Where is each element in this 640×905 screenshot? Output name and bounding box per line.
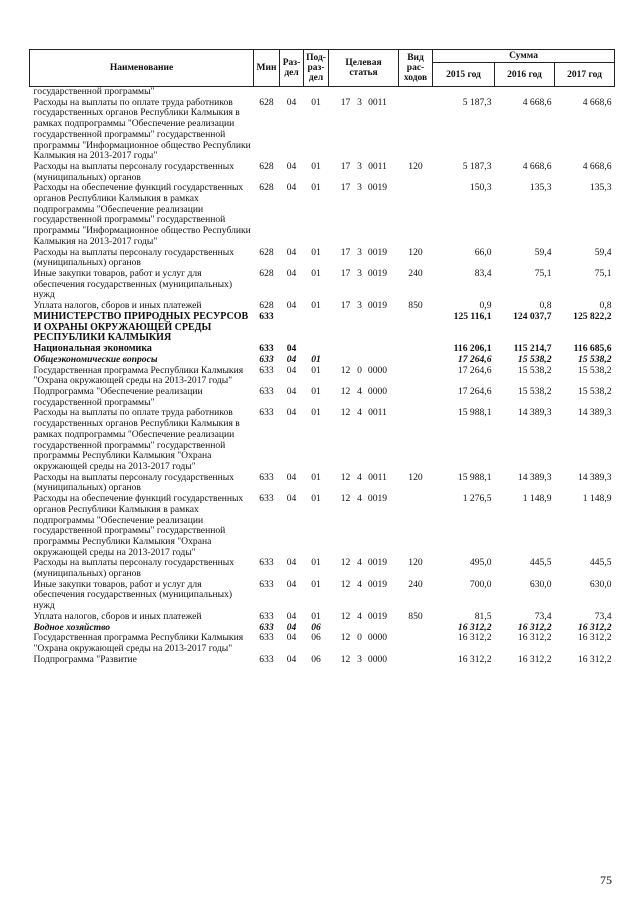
- row-razdel: 04: [286, 407, 297, 419]
- row-podrazdel: 06: [311, 632, 321, 644]
- target-part-1: 17: [340, 267, 351, 279]
- row-razdel: 04: [286, 353, 297, 365]
- row-name: Расходы на выплаты по оплате труда работников государственных органов Республики Калмыкия в рамках подпрограммы "Обеспечение реализации государственной программы" государственной программы Республики Калмыкия "Охрана окружающей среды на 2013-2017 годы": [33, 407, 240, 472]
- row-vid: 850: [408, 300, 423, 312]
- row-name: Национальная экономика: [33, 343, 152, 355]
- row-sum-2016: 16 312,2: [517, 621, 552, 633]
- target-part-3: 0000: [367, 364, 388, 376]
- target-part-1: 12: [340, 610, 351, 622]
- row-podrazdel: 01: [311, 364, 321, 376]
- row-min: 633: [259, 493, 274, 505]
- row-target: [329, 623, 399, 634]
- target-part-2: 3: [357, 182, 362, 194]
- table-row: [30, 655, 615, 666]
- row-sum-2017: 116 685,6: [573, 343, 612, 355]
- row-sum-2016: 15 538,2: [517, 364, 552, 376]
- row-razdel: 04: [286, 182, 297, 194]
- row-sum-2016: 0,8: [539, 300, 552, 312]
- row-target: [329, 301, 399, 312]
- row-min: 633: [259, 364, 274, 376]
- row-sum-2016: 115 214,7: [513, 343, 552, 355]
- row-name: МИНИСТЕРСТВО ПРИРОДНЫХ РЕСУРСОВ И ОХРАНЫ ОКРУЖАЮЩЕЙ СРЕДЫ РЕСПУБЛИКИ КАЛМЫКИЯ: [33, 310, 249, 344]
- row-sum-2017: 14 389,3: [577, 471, 612, 483]
- row-sum-2015: 0,9: [479, 300, 492, 312]
- row-razdel: 04: [286, 160, 297, 172]
- target-part-1: 12: [340, 364, 351, 376]
- table-row: [30, 162, 615, 183]
- row-vid: 240: [408, 267, 423, 279]
- row-sum-2016: 15 538,2: [517, 353, 552, 365]
- row-sum-2016: 59,4: [534, 246, 552, 258]
- row-vid: 120: [408, 160, 423, 172]
- target-part-2: 4: [357, 557, 362, 569]
- table-row: [30, 580, 615, 612]
- row-vid: [399, 494, 433, 558]
- target-part-3: 0000: [367, 386, 388, 398]
- row-podrazdel: 01: [311, 246, 321, 258]
- row-sum-2015: 1 276,5: [462, 493, 492, 505]
- row-name: Иные закупки товаров, работ и услуг для обеспечения государственных (муниципальных) нужд: [33, 267, 233, 301]
- row-sum-2016: 14 389,3: [517, 407, 552, 419]
- row-name: Государственная программа Республики Калмыкия "Охрана окружающей среды на 2013-2017 годы": [33, 364, 244, 387]
- row-sum-2017: 1 148,9: [582, 493, 612, 505]
- row-vid: 240: [408, 578, 423, 590]
- row-podrazdel: 01: [311, 96, 321, 108]
- target-part-2: 0: [357, 364, 362, 376]
- target-part-3: 0019: [367, 246, 388, 258]
- row-razdel: 04: [286, 557, 297, 569]
- table-row: [30, 387, 615, 408]
- row-sum-2015: 66,0: [474, 246, 492, 258]
- row-podrazdel: 01: [311, 386, 321, 398]
- row-sum-2015: 5 187,3: [462, 160, 492, 172]
- row-razdel: 04: [286, 653, 297, 665]
- row-sum-2015: 83,4: [474, 267, 492, 279]
- row-sum-2017: 75,1: [594, 267, 612, 279]
- target-part-1: 17: [340, 96, 351, 108]
- row-sum-2015: 81,5: [474, 610, 492, 622]
- target-part-2: 4: [357, 578, 362, 590]
- target-part-1: 17: [340, 160, 351, 172]
- target-part-2: 3: [357, 267, 362, 279]
- target-part-3: 0011: [368, 471, 387, 483]
- row-min: 633: [259, 343, 274, 355]
- row-vid: 120: [408, 471, 423, 483]
- target-part-2: 4: [357, 407, 362, 419]
- row-sum-2016: 75,1: [534, 267, 552, 279]
- row-sum-2017: 125 822,2: [573, 310, 612, 322]
- target-part-1: 12: [340, 407, 351, 419]
- row-name: Общеэкономические вопросы: [33, 353, 158, 365]
- row-target: [329, 408, 399, 472]
- budget-table-sheet: [29, 49, 614, 665]
- row-target: [329, 312, 399, 344]
- table-row: [30, 408, 615, 472]
- row-min: 633: [259, 386, 274, 398]
- row-sum-2015: 16 312,2: [457, 653, 492, 665]
- row-name: Подпрограмма "Развитие: [33, 653, 137, 665]
- row-sum-2017: 15 538,2: [577, 364, 612, 376]
- row-sum-2017: 15 538,2: [577, 353, 612, 365]
- table-row: [30, 366, 615, 387]
- row-sum-2017: 135,3: [589, 182, 612, 194]
- row-sum-2017: 59,4: [594, 246, 612, 258]
- row-podrazdel: [304, 312, 329, 344]
- row-sum-2015: 125 116,1: [453, 310, 492, 322]
- row-vid: [399, 87, 433, 98]
- row-target: [329, 473, 399, 494]
- target-part-1: 12: [340, 653, 351, 665]
- target-part-2: 3: [357, 160, 362, 172]
- row-sum-2016: 16 312,2: [517, 653, 552, 665]
- row-razdel: 04: [286, 578, 297, 590]
- row-target: [329, 183, 399, 247]
- table-row: [30, 98, 615, 162]
- row-name: Иные закупки товаров, работ и услуг для обеспечения государственных (муниципальных) нужд: [33, 578, 233, 612]
- budget-table: [29, 49, 615, 665]
- row-sum-2016: 15 538,2: [517, 386, 552, 398]
- row-podrazdel: 01: [311, 300, 321, 312]
- row-min: 633: [259, 653, 274, 665]
- table-row: [30, 312, 615, 344]
- row-podrazdel: 01: [311, 610, 321, 622]
- row-razdel: 04: [286, 300, 297, 312]
- row-target: [329, 494, 399, 558]
- table-row: [30, 494, 615, 558]
- row-sum-2016: 135,3: [529, 182, 552, 194]
- row-sum-2015: 15 988,1: [457, 471, 492, 483]
- target-part-1: 12: [340, 493, 351, 505]
- table-row: [30, 612, 615, 623]
- target-part-2: 3: [357, 96, 362, 108]
- row-sum-2017: 445,5: [589, 557, 612, 569]
- target-part-2: 4: [357, 610, 362, 622]
- row-min: 633: [259, 578, 274, 590]
- target-part-1: 12: [340, 386, 351, 398]
- row-vid: [399, 366, 433, 387]
- row-razdel: 04: [286, 246, 297, 258]
- row-min: 628: [259, 246, 274, 258]
- row-sum-2017: 0,8: [599, 300, 612, 312]
- row-podrazdel: 06: [311, 653, 321, 665]
- row-razdel: 04: [286, 471, 297, 483]
- target-part-3: 0019: [367, 557, 388, 569]
- row-sum-2015: 16 312,2: [457, 632, 492, 644]
- row-podrazdel: 01: [311, 182, 321, 194]
- row-sum-2015: 16 312,2: [457, 621, 492, 633]
- target-part-3: 0011: [368, 160, 387, 172]
- row-sum-2015: 17 264,6: [457, 364, 492, 376]
- row-sum-2016: 124 037,7: [513, 310, 552, 322]
- row-vid: [399, 655, 433, 666]
- row-razdel: 04: [286, 96, 297, 108]
- header-min: Мин: [254, 50, 280, 87]
- row-min: 628: [259, 300, 274, 312]
- target-part-1: 17: [340, 300, 351, 312]
- row-sum-2015: 17 264,6: [457, 386, 492, 398]
- row-sum-2017: 16 312,2: [577, 653, 612, 665]
- row-target: [329, 655, 399, 666]
- row-sum-2016: 445,5: [529, 557, 552, 569]
- header-summa: Сумма: [433, 50, 615, 63]
- row-sum-2016: 1 148,9: [522, 493, 552, 505]
- target-part-2: 4: [357, 471, 362, 483]
- row-sum-2016: 73,4: [534, 610, 552, 622]
- target-part-2: 3: [357, 246, 362, 258]
- row-name: государственной программы": [33, 86, 155, 97]
- target-part-1: 12: [340, 471, 351, 483]
- target-part-1: 12: [340, 557, 351, 569]
- row-sum-2015: 15 988,1: [457, 407, 492, 419]
- row-sum-2017: 630,0: [589, 578, 612, 590]
- row-vid: [399, 312, 433, 344]
- row-name: Уплата налогов, сборов и иных платежей: [33, 610, 202, 622]
- table-row: [30, 248, 615, 269]
- row-min: 628: [259, 160, 274, 172]
- target-part-1: 12: [340, 578, 351, 590]
- row-vid: [399, 408, 433, 472]
- row-target: [329, 366, 399, 387]
- row-min: 633: [259, 310, 274, 322]
- header-2016: 2016 год: [495, 63, 555, 87]
- row-vid: [399, 623, 433, 634]
- row-razdel: 04: [286, 343, 297, 355]
- row-vid: [399, 633, 433, 654]
- row-target: [329, 269, 399, 301]
- row-target: [329, 248, 399, 269]
- row-sum-2017: 4 668,6: [582, 96, 612, 108]
- row-min: 628: [259, 96, 274, 108]
- target-part-3: 0019: [367, 578, 388, 590]
- target-part-1: 17: [340, 182, 351, 194]
- row-podrazdel: 01: [311, 267, 321, 279]
- table-row: [30, 558, 615, 579]
- row-vid: [399, 98, 433, 162]
- target-part-2: 4: [357, 386, 362, 398]
- target-part-1: 12: [340, 632, 351, 644]
- row-razdel: [280, 312, 304, 344]
- row-min: 633: [259, 471, 274, 483]
- row-target: [329, 612, 399, 623]
- row-target: [329, 387, 399, 408]
- row-target: [329, 355, 399, 366]
- header-target: Целевая статья: [329, 50, 399, 87]
- row-sum-2017: 73,4: [594, 610, 612, 622]
- row-min: 633: [259, 353, 274, 365]
- row-sum-2015: 5 187,3: [462, 96, 492, 108]
- row-name: Расходы на выплаты персоналу государственных (муниципальных) органов: [33, 557, 235, 580]
- row-razdel: 04: [286, 267, 297, 279]
- row-min: 633: [259, 557, 274, 569]
- target-part-3: 0019: [367, 493, 388, 505]
- table-row: [30, 473, 615, 494]
- target-part-2: 3: [357, 300, 362, 312]
- target-part-1: 17: [340, 246, 351, 258]
- row-sum-2016: 16 312,2: [517, 632, 552, 644]
- row-vid: 120: [408, 246, 423, 258]
- row-target: [329, 558, 399, 579]
- row-min: 633: [259, 610, 274, 622]
- row-sum-2016: 4 668,6: [522, 160, 552, 172]
- row-name: Расходы на обеспечение функций государственных органов Республики Калмыкия в рамках подпрограммы "Обеспечение реализации государственной программы" государственной программы "Информационное общество Республики Калмыкия на 2013-2017 годы": [33, 182, 251, 247]
- row-min: 628: [259, 267, 274, 279]
- row-name: Расходы на выплаты персоналу государственных (муниципальных) органов: [33, 246, 235, 269]
- row-podrazdel: 01: [311, 557, 321, 569]
- target-part-3: 0019: [367, 610, 388, 622]
- row-vid: [399, 387, 433, 408]
- row-min: 633: [259, 407, 274, 419]
- row-min: 633: [259, 632, 274, 644]
- target-part-3: 0019: [367, 267, 388, 279]
- row-min: 628: [259, 182, 274, 194]
- row-sum-2015: 700,0: [469, 578, 492, 590]
- header-name: Наименование: [30, 50, 254, 87]
- row-name: Расходы на выплаты по оплате труда работников государственных органов Республики Калмыкия в рамках подпрограммы "Обеспечение реализации государственной программы" государственной программы "Информационное общество Республики Калмыкия на 2013-2017 годы": [33, 96, 251, 162]
- row-target: [329, 633, 399, 654]
- header-2015: 2015 год: [433, 63, 495, 87]
- row-razdel: 04: [286, 364, 297, 376]
- target-part-3: 0000: [367, 632, 388, 644]
- row-razdel: 04: [286, 610, 297, 622]
- page-number: 75: [600, 873, 612, 887]
- target-part-3: 0019: [367, 182, 388, 194]
- row-name: Расходы на выплаты персоналу государственных (муниципальных) органов: [33, 471, 235, 494]
- row-vid: [399, 183, 433, 247]
- row-sum-2017: 16 312,2: [577, 621, 612, 633]
- row-sum-2015: 17 264,6: [457, 353, 492, 365]
- row-podrazdel: 01: [311, 407, 321, 419]
- header-podrazdel: Под- раз- дел: [304, 50, 329, 87]
- target-part-3: 0000: [367, 653, 388, 665]
- row-vid: [399, 355, 433, 366]
- row-sum-2016: 4 668,6: [522, 96, 552, 108]
- row-podrazdel: 01: [311, 471, 321, 483]
- row-razdel: 04: [286, 632, 297, 644]
- row-sum-2016: 14 389,3: [517, 471, 552, 483]
- row-sum-2017: 14 389,3: [577, 407, 612, 419]
- table-row: [30, 183, 615, 247]
- table-row: [30, 269, 615, 301]
- header-vid: Вид рас- ходов: [399, 50, 433, 87]
- row-name: Водное хозяйство: [33, 621, 111, 633]
- row-razdel: 04: [286, 493, 297, 505]
- table-header: [30, 50, 615, 87]
- row-sum-2016: 630,0: [529, 578, 552, 590]
- row-target: [329, 344, 399, 355]
- row-podrazdel: 01: [311, 578, 321, 590]
- row-vid: [399, 344, 433, 355]
- target-part-2: 4: [357, 493, 362, 505]
- row-razdel: 04: [286, 621, 297, 633]
- row-sum-2017: 16 312,2: [577, 632, 612, 644]
- row-podrazdel: 01: [311, 353, 321, 365]
- row-name: Уплата налогов, сборов и иных платежей: [33, 300, 202, 312]
- target-part-3: 0019: [367, 300, 388, 312]
- target-part-2: 3: [357, 653, 362, 665]
- row-name: Расходы на выплаты персоналу государственных (муниципальных) органов: [33, 160, 235, 183]
- row-name: Подпрограмма "Обеспечение реализации государственной программы": [33, 386, 203, 408]
- row-vid: 850: [408, 610, 423, 622]
- target-part-3: 0011: [368, 96, 387, 108]
- row-podrazdel: 01: [311, 160, 321, 172]
- row-podrazdel: 01: [311, 493, 321, 505]
- target-part-2: 0: [357, 632, 362, 644]
- row-razdel: 04: [286, 386, 297, 398]
- row-name: Расходы на обеспечение функций государственных органов Республики Калмыкия в рамках подпрограммы "Обеспечение реализации государственной программы" государственной программы Республики Калмыкия "Охрана окружающей среды на 2013-2017 годы": [33, 493, 244, 558]
- row-target: [329, 580, 399, 612]
- row-sum-2017: 4 668,6: [582, 160, 612, 172]
- table-row: [30, 633, 615, 654]
- table-body: [30, 87, 615, 666]
- header-razdel: Раз- дел: [280, 50, 304, 87]
- row-sum-2017: 15 538,2: [577, 386, 612, 398]
- row-name: Государственная программа Республики Калмыкия "Охрана окружающей среды на 2013-2017 годы": [33, 632, 244, 654]
- row-sum-2015: 495,0: [469, 557, 492, 569]
- row-target: [329, 162, 399, 183]
- row-sum-2015: 150,3: [469, 182, 492, 194]
- row-sum-2015: 116 206,1: [453, 343, 492, 355]
- row-target: [329, 87, 399, 98]
- target-part-3: 0011: [368, 407, 387, 419]
- header-2017: 2017 год: [555, 63, 615, 87]
- row-target: [329, 98, 399, 162]
- row-min: 633: [259, 621, 274, 633]
- row-vid: 120: [408, 557, 423, 569]
- row-podrazdel: 06: [311, 621, 321, 633]
